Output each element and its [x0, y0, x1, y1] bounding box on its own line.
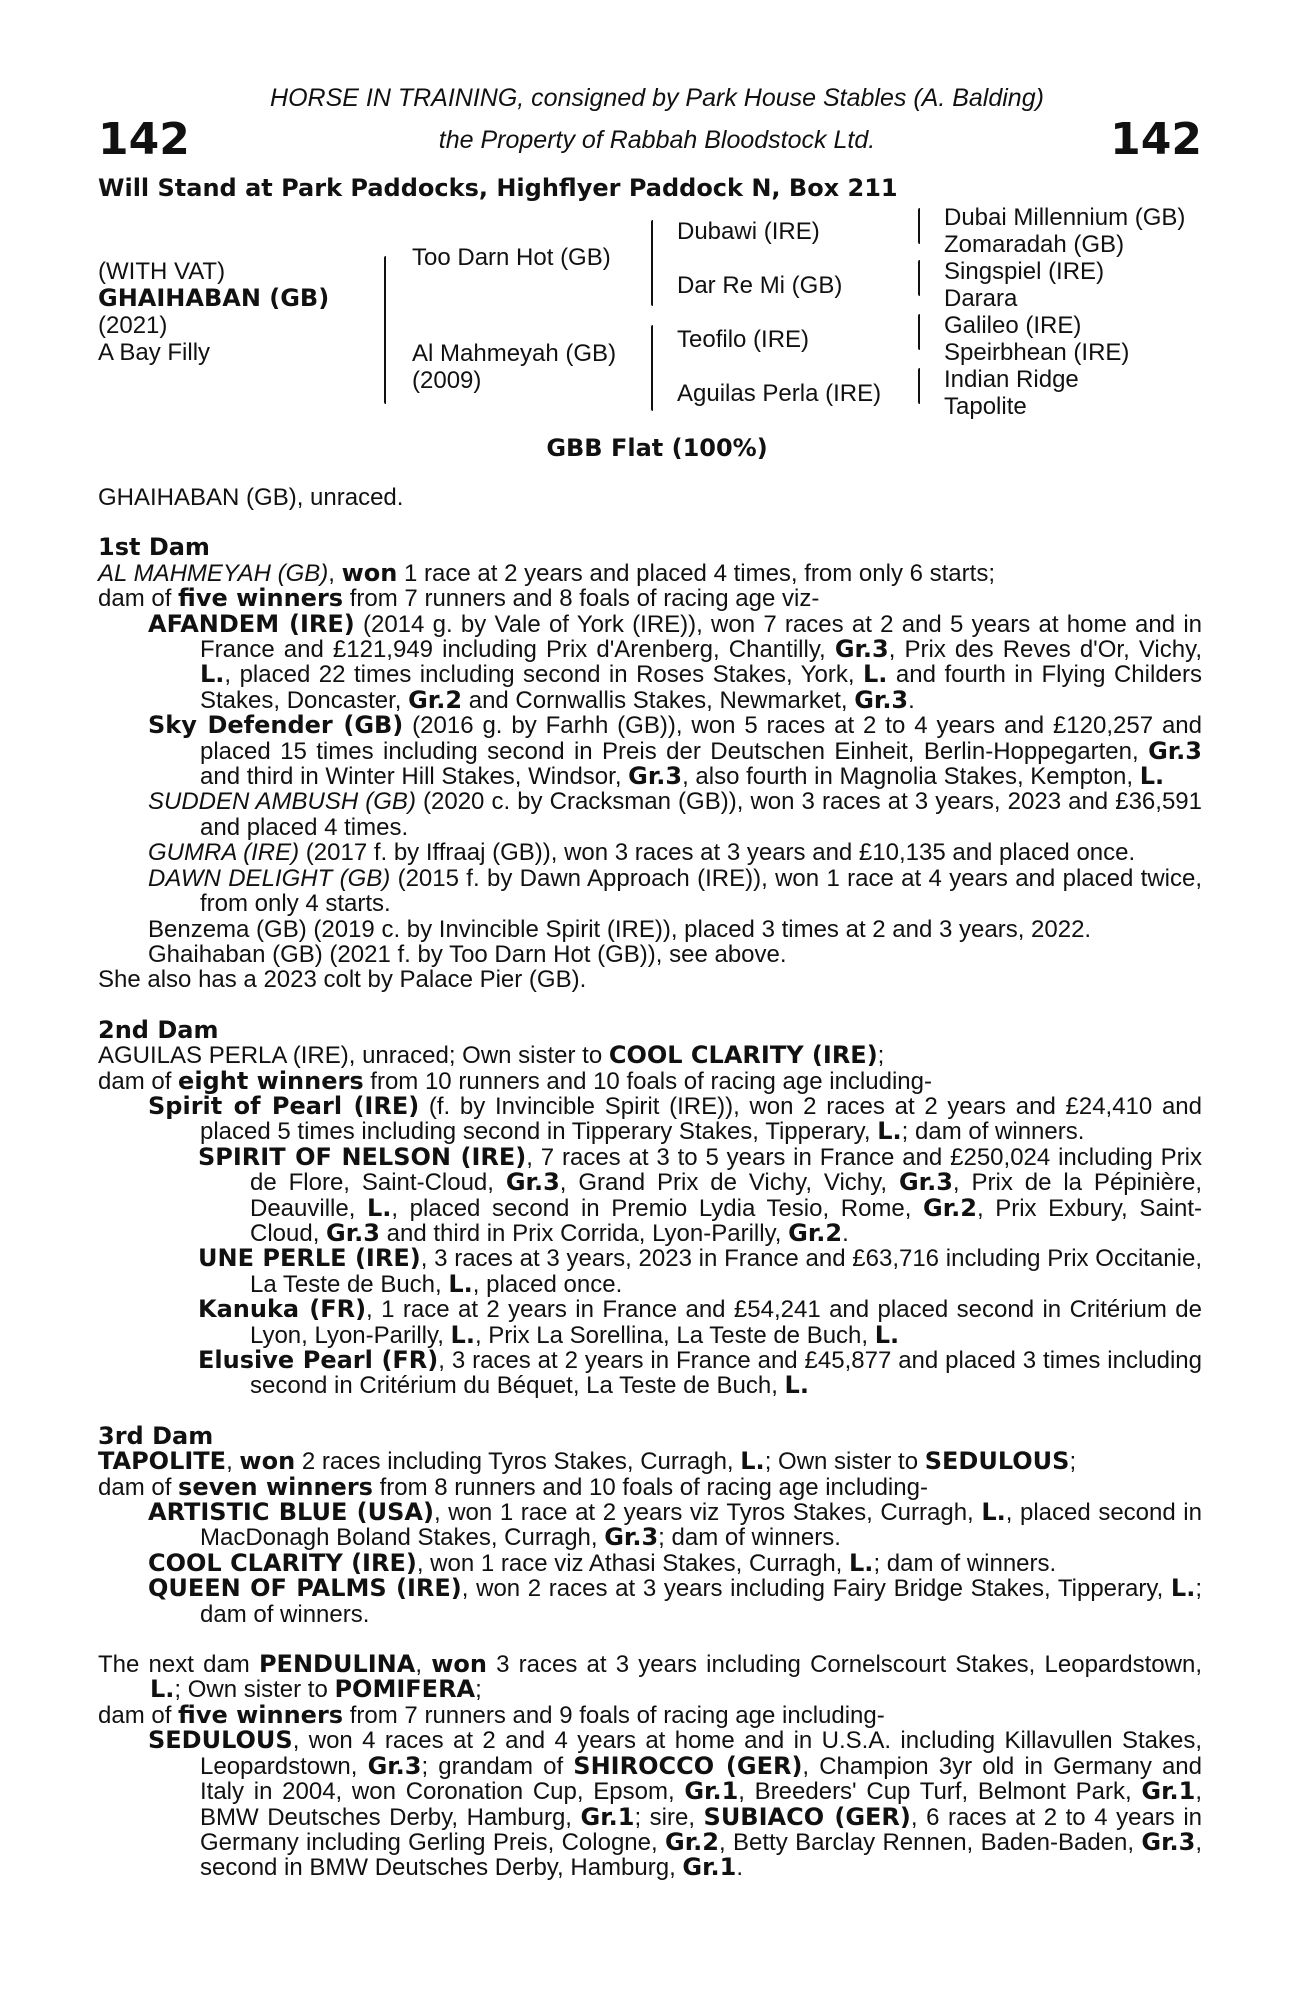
produce-also: She also has a 2023 colt by Palace Pier (GB).	[98, 966, 587, 994]
property-line: the Property of Rabbah Bloodstock Ltd.	[438, 126, 876, 154]
brace-sd	[918, 260, 920, 296]
produce-cool-clarity: COOL CLARITY (IRE), won 1 race viz Athasi Stakes, Curragh, L.; dam of winners.	[148, 1548, 1057, 1577]
produce-afandem: AFANDEM (IRE) (2014 g. by Vale of York (IRE)), won 7 races at 2 and 5 years at home and in France and £121,949 including Prix d'Arenberg, Chantilly, Gr.3, Prix des Reves d'Or, Vichy, L., placed 22 times including second in Roses Stakes, York, L. and fourth in Flying Childers Stakes, Doncaster, Gr.2 and Cornwallis Stakes, Newmarket, Gr.3.	[148, 609, 1203, 714]
horse-name: GHAIHABAN (GB)	[98, 284, 330, 312]
produce-artistic-blue: ARTISTIC BLUE (USA), won 1 race at 2 years viz Tyros Stakes, Curragh, L., placed second in MacDonagh Boland Stakes, Curragh, Gr.3; dam of winners.	[148, 1498, 1202, 1552]
produce-elusive-pearl: Elusive Pearl (FR), 3 races at 2 years in France and £45,877 and placed 3 times including second in Critérium du Béquet, La Teste de Buch, L.	[198, 1346, 1202, 1400]
first-dam-produce-line: dam of five winners from 7 runners and 8 foals of racing age viz-	[98, 584, 820, 613]
stand-location: Will Stand at Park Paddocks, Highflyer Paddock N, Box 211	[98, 174, 898, 202]
brace-dd	[918, 368, 920, 404]
lot-number-left: 142	[98, 114, 190, 165]
gbb-status: GBB Flat (100%)	[546, 434, 768, 462]
produce-sky-defender: Sky Defender (GB) (2016 g. by Farhh (GB)), won 5 races at 2 to 4 years and £120,257 and placed 15 times including second in Preis der Deutschen Einheit, Berlin-Hoppegarten, Gr.3 and third in Winter Hill Stakes, Windsor, Gr.3, also fourth in Magnolia Stakes, Kempton, L.	[148, 711, 1202, 791]
next-dam-produce-line: dam of five winners from 7 runners and 9 foals of racing age including-	[98, 1700, 885, 1729]
second-dam-line: AGUILAS PERLA (IRE), unraced; Own sister to COOL CLARITY (IRE);	[98, 1041, 885, 1070]
ped-ddd: Tapolite	[944, 393, 1027, 420]
third-dam-heading: 3rd Dam	[98, 1421, 214, 1450]
produce-ghaihaban: Ghaihaban (GB) (2021 f. by Too Darn Hot (GB)), see above.	[148, 940, 787, 968]
ped-dam-dam: Aguilas Perla (IRE)	[677, 380, 882, 407]
third-dam-produce-line: dam of seven winners from 8 runners and 10 foals of racing age including-	[98, 1472, 928, 1501]
next-dam-line: The next dam PENDULINA, won 3 races at 3 years including Cornelscourt Stakes, Leopardstown, L.; Own sister to POMIFERA;	[98, 1650, 1202, 1704]
foaling-year: (2021)	[98, 312, 168, 339]
dam-name: Al Mahmeyah (GB)	[412, 340, 617, 367]
first-dam-heading: 1st Dam	[98, 533, 210, 562]
produce-spirit-of-nelson: SPIRIT OF NELSON (IRE), 7 races at 3 to 5 years in France and £250,024 including Prix de Flore, Saint-Cloud, Gr.3, Grand Prix de Vichy, Vichy, Gr.3, Prix de la Pépinière, Deauville, L., placed second in Premio Lydia Tesio, Rome, Gr.2, Prix Exbury, Saint-Cloud, Gr.3 and third in Prix Corrida, Lyon-Parilly, Gr.2.	[198, 1142, 1203, 1247]
vat-note: (WITH VAT)	[98, 258, 226, 285]
intro-line: GHAIHABAN (GB), unraced.	[98, 484, 404, 511]
second-dam-produce-line: dam of eight winners from 10 runners and 10 foals of racing age including-	[98, 1066, 932, 1095]
produce-queen-of-palms: QUEEN OF PALMS (IRE), won 2 races at 3 years including Fairy Bridge Stakes, Tipperary, L.; dam of winners.	[148, 1574, 1202, 1628]
produce-kanuka: Kanuka (FR), 1 race at 2 years in France and £54,241 and placed second in Critérium de Lyon, Lyon-Parilly, L., Prix La Sorellina, La Teste de Buch, L.	[198, 1295, 1203, 1349]
ped-sdd: Darara	[944, 285, 1018, 312]
horse-description: A Bay Filly	[98, 339, 211, 366]
sire-name: Too Darn Hot (GB)	[412, 244, 611, 271]
brace-gen1	[384, 256, 386, 404]
ped-dsd: Speirbhean (IRE)	[944, 339, 1130, 366]
produce-gumra: GUMRA (IRE) (2017 f. by Iffraaj (GB)), won 3 races at 3 years and £10,135 and placed once.	[148, 839, 1136, 867]
third-dam-line: TAPOLITE, won 2 races including Tyros Stakes, Curragh, L.; Own sister to SEDULOUS;	[98, 1447, 1077, 1476]
produce-benzema: Benzema (GB) (2019 c. by Invincible Spirit (IRE)), placed 3 times at 2 and 3 years, 2022.	[148, 915, 1092, 943]
first-dam-line: AL MAHMEYAH (GB), won 1 race at 2 years and placed 4 times, from only 6 starts;	[98, 558, 995, 587]
produce-sudden-ambush: SUDDEN AMBUSH (GB) (2020 c. by Cracksman (GB)), won 3 races at 3 years, 2023 and £36,591 and placed 4 times.	[148, 788, 1202, 841]
ped-dam-sire: Teofilo (IRE)	[677, 326, 810, 353]
second-dam-heading: 2nd Dam	[98, 1015, 219, 1044]
dam-year: (2009)	[412, 367, 482, 394]
ped-sds: Singspiel (IRE)	[944, 258, 1105, 285]
brace-ss	[918, 208, 920, 244]
ped-sire-dam: Dar Re Mi (GB)	[677, 272, 843, 299]
brace-sire	[651, 220, 653, 306]
ped-dds: Indian Ridge	[944, 366, 1079, 393]
produce-sedulous: SEDULOUS, won 4 races at 2 and 4 years at home and in U.S.A. including Killavullen Stakes, Leopardstown, Gr.3; grandam of SHIROCCO (GER), Champion 3yr old in Germany and Italy in 2004, won Coronation Cup, Epsom, Gr.1, Breeders' Cup Turf, Belmont Park, Gr.1, BMW Deutsches Derby, Hamburg, Gr.1; sire, SUBIACO (GER), 6 races at 2 to 4 years in Germany including Gerling Preis, Cologne, Gr.2, Betty Barclay Rennen, Baden-Baden, Gr.3, second in BMW Deutsches Derby, Hamburg, Gr.1.	[148, 1726, 1203, 1882]
produce-dawn-delight: DAWN DELIGHT (GB) (2015 f. by Dawn Approach (IRE)), won 1 race at 4 years and placed twice, from only 4 starts.	[148, 864, 1202, 918]
brace-ds	[918, 314, 920, 350]
catalogue-body	[98, 485, 1202, 1881]
ped-dss: Galileo (IRE)	[944, 312, 1082, 339]
produce-spirit-of-pearl: Spirit of Pearl (IRE) (f. by Invincible Spirit (IRE)), won 2 races at 2 years and £24,410 and placed 5 times including second in Tipperary Stakes, Tipperary, L.; dam of winners.	[148, 1091, 1202, 1146]
consignor-line: HORSE IN TRAINING, consigned by Park House Stables (A. Balding)	[270, 84, 1044, 112]
lot-number-right: 142	[1110, 114, 1202, 165]
produce-une-perle: UNE PERLE (IRE), 3 races at 3 years, 2023 in France and £63,716 including Prix Occitanie, La Teste de Buch, L., placed once.	[198, 1244, 1203, 1298]
ped-sire-sire: Dubawi (IRE)	[677, 218, 820, 245]
ped-sss: Dubai Millennium (GB)	[944, 204, 1186, 231]
horse-identity	[98, 258, 329, 366]
ped-ssd: Zomaradah (GB)	[944, 231, 1125, 258]
brace-dam	[651, 325, 653, 411]
